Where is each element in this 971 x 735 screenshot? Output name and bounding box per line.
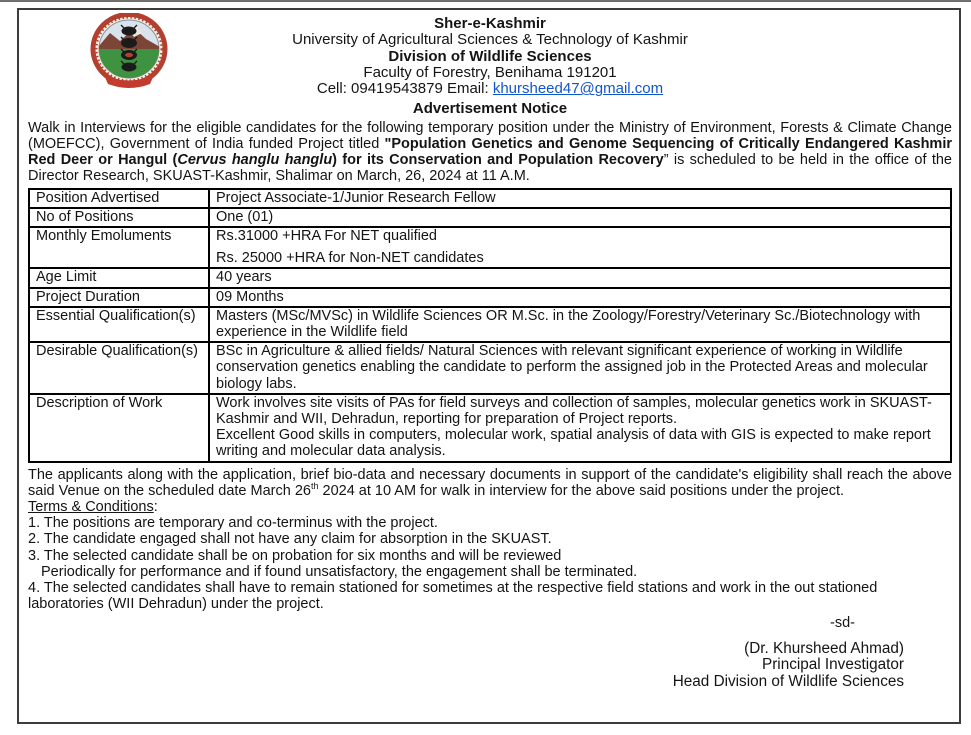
signatory-division: Head Division of Wildlife Sciences [672,672,904,690]
terms-heading-colon: : [153,498,158,515]
terms-item-continuation: Periodically for performance and if found unsatisfactory, the engagement shall be terminated. [41,563,638,580]
project-title-bold: "Population Genetics and Genome Sequencing of Critically Endangered Kashmir Red Deer or Hangul ( [28,135,952,169]
ordinal-superscript: th [310,480,319,491]
org-name: Sher-e-Kashmir [434,15,546,32]
position-details-table [28,188,952,463]
faculty-address: Faculty of Forestry, Benihama 191201 [363,63,617,81]
signatory-title: Principal Investigator [762,656,904,674]
intro-text: Walk in Interviews for the eligible candidates for the following temporary position under the Ministry of Environment, Forests & Climate Change (MOEFCC), Government of India funded Project titled [28,119,952,152]
terms-item: 1. The positions are temporary and co-terminus with the project. [28,515,438,532]
terms-item: 3. The selected candidate shall be on probation for six months and will be reviewed [28,547,562,564]
row-label: Project Duration [29,288,209,307]
value-line: Rs.31000 +HRA For NET qualified [216,227,437,244]
university-logo [84,13,174,89]
letterhead [28,13,952,97]
intro-paragraph [28,120,952,185]
row-value [209,208,951,227]
table-row [29,394,951,462]
row-value [209,227,951,268]
signatory-name: (Dr. Khursheed Ahmad) [744,639,904,657]
table-row [29,288,951,307]
terms-item: 2. The candidate engaged shall not have any claim for absorption in the SKUAST. [28,531,552,548]
sd-notation: -sd- [830,615,855,632]
intro-text-end: ” is scheduled to be held in the office of the Director Research, SKUAST-Kashmir, Shalimar on March, 26, 2024 at 11 A.M. [28,152,952,185]
table-row [29,342,951,394]
page-border-frame [17,8,961,724]
row-label: No of Positions [29,208,209,227]
value-line: Project Associate-1/Junior Research Fellow [216,189,496,206]
applicants-paragraph [28,467,952,499]
row-label: Essential Qualification(s) [29,307,209,342]
value-line: One (01) [216,208,274,225]
row-label: Position Advertised [29,189,209,208]
table-row [29,208,951,227]
university-emblem-icon [84,13,174,89]
value-line: Masters (MSc/MVSc) in Wildlife Sciences OR M.Sc. in the Zoology/Forestry/Veterinary Sc./Biotechnology with experience in the Wildlife field [216,307,921,340]
university-name: University of Agricultural Sciences & Technology of Kashmir [292,31,688,49]
row-value [209,288,951,307]
row-value [209,189,951,208]
table-row [29,189,951,208]
row-value [209,394,951,462]
value-line: Work involves site visits of PAs for field surveys and collection of samples, molecular genetics work in SKUAST-Kashmir and WII, Dehradun, reporting for preparation of Project reports. [216,394,932,427]
value-line: 09 Months [216,288,284,305]
table-row [29,227,951,268]
row-label: Age Limit [29,268,209,287]
terms-heading-text: Terms & Conditions [28,498,154,515]
value-line: Rs. 25000 +HRA for Non-NET candidates [216,250,484,267]
table-row [29,307,951,342]
row-value [209,342,951,394]
signature-block [28,641,952,691]
value-line: 40 years [216,269,272,286]
applicants-text-end: 2024 at 10 AM for walk in interview for the above said positions under the project. [318,482,845,499]
row-value [209,268,951,287]
notice-title: Advertisement Notice [412,100,568,118]
terms-item: 4. The selected candidates shall have to remain stationed for sometimes at the respective field stations and work in the out stationed laboratories (WII Dehradun) under the project. [28,579,878,613]
value-line: BSc in Agriculture & allied fields/ Natural Sciences with relevant significant experience of working in Wildlife conservation genetics enabling the candidate to perform the assigned job in the Protected Areas and molecular biology labs. [216,343,928,392]
table-row [29,268,951,287]
scan-artifact-line [0,0,971,2]
row-label: Desirable Qualification(s) [29,342,209,394]
document-content [19,10,959,690]
project-title-bold-end: ) for its Conservation and Population Recovery [332,152,664,169]
row-label: Description of Work [29,394,209,462]
value-line: Excellent Good skills in computers, molecular work, spatial analysis of data with GIS is expected to make report writing and molecular data analysis. [216,427,931,460]
applicants-text: The applicants along with the application, brief bio-data and necessary documents in support of the candidate's eligibility shall reach the above said Venue on the scheduled date March 26 [28,466,952,499]
row-value [209,307,951,342]
email-link[interactable]: khursheed47@gmail.com [492,80,664,98]
terms-heading [28,499,952,515]
contact-text: Cell: 09419543879 Email: [316,80,493,98]
species-latin-name: Cervus hanglu hanglu [177,152,333,169]
row-label: Monthly Emoluments [29,227,209,268]
division-name: Division of Wildlife Sciences [388,47,592,65]
